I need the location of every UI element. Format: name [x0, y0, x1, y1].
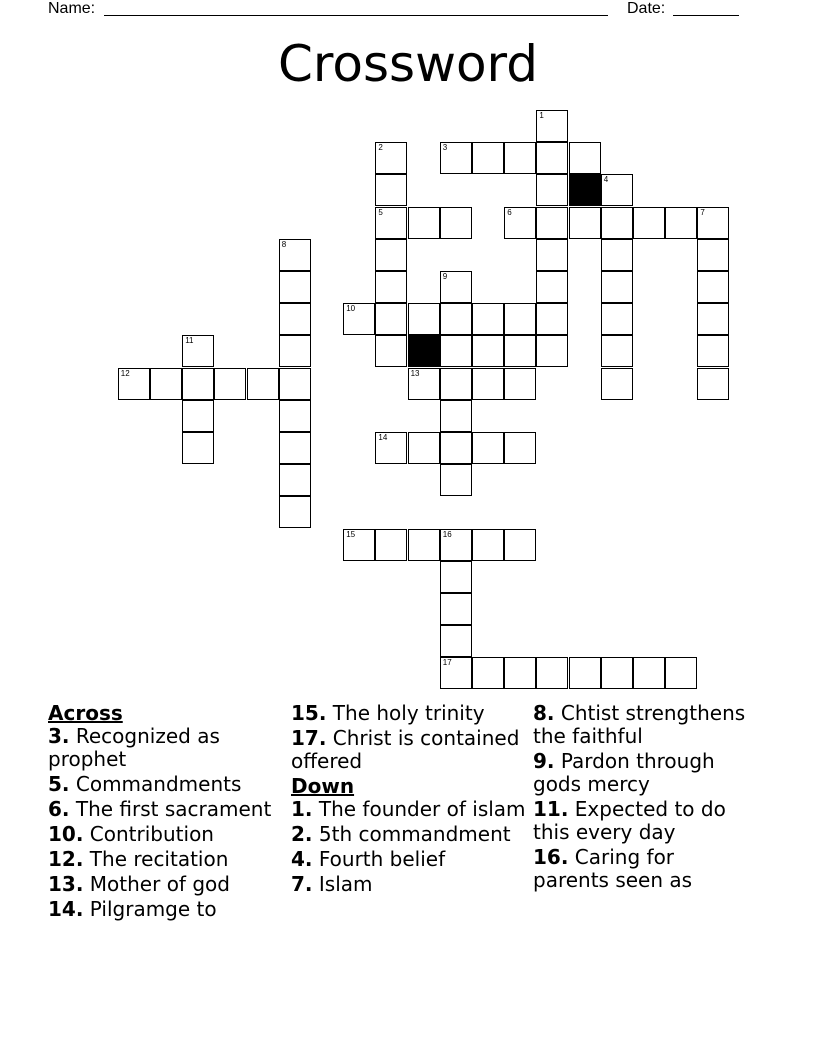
- grid-cell[interactable]: [601, 271, 633, 303]
- grid-cell[interactable]: [504, 657, 536, 689]
- clue-text: Contribution: [83, 822, 214, 846]
- grid-cell[interactable]: [536, 174, 568, 206]
- clue-text: Pardon through gods mercy: [533, 749, 715, 796]
- grid-cell[interactable]: [375, 207, 407, 239]
- grid-cell[interactable]: [182, 400, 214, 432]
- grid-cell[interactable]: [536, 142, 568, 174]
- clue-text: Expected to do this every day: [533, 797, 726, 844]
- clue-item: [48, 898, 283, 921]
- grid-cell[interactable]: [504, 529, 536, 561]
- grid-cell[interactable]: [182, 368, 214, 400]
- clue-number: 4: [603, 175, 609, 185]
- grid-cell[interactable]: [247, 368, 279, 400]
- clue-number: 1: [539, 111, 544, 120]
- clue-number: 7.: [291, 872, 313, 896]
- clue-number: 17.: [291, 726, 327, 750]
- grid-cell[interactable]: [569, 142, 601, 174]
- clue-number: 9: [442, 272, 448, 281]
- grid-cell[interactable]: [440, 464, 472, 496]
- clue-text: 5th commandment: [312, 822, 511, 846]
- clue-text: Caring for parents seen as: [533, 845, 693, 892]
- clue-number: 14: [378, 433, 388, 442]
- grid-cell[interactable]: [375, 239, 407, 271]
- clue-text: The first sacrament: [69, 797, 272, 821]
- grid-cell[interactable]: [440, 207, 472, 239]
- clue-number: 14.: [48, 897, 84, 921]
- grid-cell[interactable]: [697, 207, 729, 239]
- clue-number: 10: [346, 304, 356, 314]
- grid-cell[interactable]: [569, 657, 601, 689]
- clue-heading: Across: [48, 701, 123, 725]
- grid-cell[interactable]: [504, 207, 536, 239]
- grid-cell[interactable]: [408, 303, 440, 335]
- clue-item: [533, 702, 753, 748]
- clue-number: 13: [410, 368, 420, 378]
- clue-item: [291, 823, 526, 846]
- grid-cell[interactable]: [408, 207, 440, 239]
- clue-item: [48, 823, 283, 846]
- grid-cell[interactable]: [343, 529, 375, 561]
- grid-cell[interactable]: [472, 432, 504, 464]
- grid-cell[interactable]: [601, 303, 633, 335]
- grid-cell[interactable]: [279, 239, 311, 271]
- grid-cell[interactable]: [118, 368, 150, 400]
- clue-text: Fourth belief: [312, 847, 446, 871]
- clue-number: 2: [378, 143, 383, 153]
- black-square: [569, 174, 601, 206]
- grid-cell[interactable]: [536, 110, 568, 142]
- clue-number: 3: [442, 143, 448, 153]
- grid-cell[interactable]: [472, 142, 504, 174]
- name-label: Name:: [48, 0, 96, 17]
- clue-heading: Down: [291, 774, 355, 798]
- grid-cell[interactable]: [408, 529, 440, 561]
- grid-cell[interactable]: [440, 368, 472, 400]
- clue-item: [48, 848, 283, 871]
- clue-item: [291, 873, 526, 896]
- clue-item: [48, 798, 283, 821]
- clue-item: [533, 750, 753, 796]
- grid-cell[interactable]: [601, 174, 633, 206]
- clue-number: 12.: [48, 847, 84, 871]
- grid-cell[interactable]: [665, 657, 697, 689]
- grid-cell[interactable]: [150, 368, 182, 400]
- grid-cell[interactable]: [697, 335, 729, 367]
- grid-cell[interactable]: [536, 335, 568, 367]
- grid-cell[interactable]: [343, 303, 375, 335]
- black-square: [408, 335, 440, 367]
- grid-cell[interactable]: [472, 368, 504, 400]
- clue-number: 9.: [533, 749, 555, 773]
- grid-cell[interactable]: [279, 271, 311, 303]
- grid-cell[interactable]: [214, 368, 246, 400]
- clue-item: [291, 702, 526, 725]
- grid-cell[interactable]: [279, 464, 311, 496]
- clue-text: The recitation: [83, 847, 229, 871]
- grid-cell[interactable]: [375, 529, 407, 561]
- clue-number: 15: [346, 529, 356, 539]
- clue-item: [291, 848, 526, 871]
- grid-cell[interactable]: [408, 432, 440, 464]
- clue-number: 1.: [291, 797, 313, 821]
- clue-number: 2.: [291, 822, 313, 846]
- grid-cell[interactable]: [601, 657, 633, 689]
- grid-cell[interactable]: [697, 271, 729, 303]
- grid-cell[interactable]: [472, 657, 504, 689]
- grid-cell[interactable]: [601, 207, 633, 239]
- clue-text: Christ is contained offered: [291, 726, 520, 773]
- grid-cell[interactable]: [440, 593, 472, 625]
- clue-item: [48, 725, 283, 771]
- grid-cell[interactable]: [697, 368, 729, 400]
- grid-cell[interactable]: [440, 561, 472, 593]
- clue-number: 13.: [48, 872, 84, 896]
- clue-number: 6: [507, 207, 512, 217]
- clue-text: Mother of god: [83, 872, 230, 896]
- grid-cell[interactable]: [504, 432, 536, 464]
- grid-cell[interactable]: [472, 303, 504, 335]
- clues-column-1: [48, 702, 283, 923]
- clue-number: 8: [281, 239, 287, 249]
- grid-cell[interactable]: [375, 432, 407, 464]
- clue-item: [533, 798, 753, 844]
- clue-text: Recognized as prophet: [48, 724, 220, 771]
- grid-cell[interactable]: [504, 142, 536, 174]
- grid-cell[interactable]: [182, 432, 214, 464]
- clue-number: 16: [442, 529, 452, 539]
- clue-number: 11: [185, 336, 194, 346]
- grid-cell[interactable]: [569, 207, 601, 239]
- grid-cell[interactable]: [279, 496, 311, 528]
- clue-number: 17: [442, 658, 452, 668]
- clues-column-3: [533, 702, 753, 894]
- clue-number: 3.: [48, 724, 70, 748]
- clues-column-2: [291, 702, 526, 898]
- clue-number: 15.: [291, 701, 327, 725]
- grid-cell[interactable]: [536, 239, 568, 271]
- grid-cell[interactable]: [504, 303, 536, 335]
- clue-number: 8.: [533, 701, 555, 725]
- grid-cell[interactable]: [697, 303, 729, 335]
- grid-cell[interactable]: [279, 303, 311, 335]
- grid-cell[interactable]: [440, 432, 472, 464]
- grid-cell[interactable]: [279, 432, 311, 464]
- clue-item: [48, 873, 283, 896]
- clue-text: The founder of islam: [312, 797, 526, 821]
- clue-text: The holy trinity: [326, 701, 485, 725]
- clue-text: Commandments: [69, 772, 242, 796]
- grid-cell[interactable]: [536, 303, 568, 335]
- grid-cell[interactable]: [279, 335, 311, 367]
- grid-cell[interactable]: [633, 657, 665, 689]
- grid-cell[interactable]: [601, 335, 633, 367]
- clue-number: 5.: [48, 772, 70, 796]
- grid-cell[interactable]: [601, 239, 633, 271]
- grid-cell[interactable]: [440, 142, 472, 174]
- clue-text: Chtist strengthens the faithful: [533, 701, 746, 748]
- grid-cell[interactable]: [440, 529, 472, 561]
- clue-number: 4.: [291, 847, 313, 871]
- clue-number: 7: [700, 207, 705, 217]
- date-label: Date:: [627, 0, 666, 17]
- clue-text: Pilgramge to: [83, 897, 217, 921]
- clue-number: 12: [120, 368, 130, 378]
- grid-cell[interactable]: [536, 207, 568, 239]
- grid-cell[interactable]: [440, 657, 472, 689]
- grid-cell[interactable]: [601, 368, 633, 400]
- clue-number: 11.: [533, 797, 569, 821]
- grid-cell[interactable]: [375, 303, 407, 335]
- grid-cell[interactable]: [536, 657, 568, 689]
- clue-item: [291, 727, 526, 773]
- clue-number: 16.: [533, 845, 569, 869]
- grid-cell[interactable]: [504, 335, 536, 367]
- grid-cell[interactable]: [472, 529, 504, 561]
- grid-cell[interactable]: [440, 625, 472, 657]
- clue-number: 10.: [48, 822, 84, 846]
- grid-cell[interactable]: [440, 335, 472, 367]
- grid-cell[interactable]: [697, 239, 729, 271]
- grid-cell[interactable]: [279, 368, 311, 400]
- page-title: Crossword: [278, 35, 538, 93]
- grid-cell[interactable]: [375, 271, 407, 303]
- grid-cell[interactable]: [182, 335, 214, 367]
- clue-text: Islam: [312, 872, 373, 896]
- grid-cell[interactable]: [375, 335, 407, 367]
- clue-item: [291, 798, 526, 821]
- grid-cell[interactable]: [472, 335, 504, 367]
- grid-cell[interactable]: [279, 400, 311, 432]
- clue-number: 6.: [48, 797, 70, 821]
- grid-cell[interactable]: [375, 174, 407, 206]
- grid-cell[interactable]: [375, 142, 407, 174]
- grid-cell[interactable]: [536, 271, 568, 303]
- grid-cell[interactable]: [665, 207, 697, 239]
- grid-cell[interactable]: [633, 207, 665, 239]
- clue-item: [48, 773, 283, 796]
- clue-item: [533, 846, 753, 892]
- grid-cell[interactable]: [440, 400, 472, 432]
- clue-number: 5: [378, 207, 383, 217]
- grid-cell[interactable]: [440, 271, 472, 303]
- grid-cell[interactable]: [408, 368, 440, 400]
- grid-cell[interactable]: [504, 368, 536, 400]
- grid-cell[interactable]: [440, 303, 472, 335]
